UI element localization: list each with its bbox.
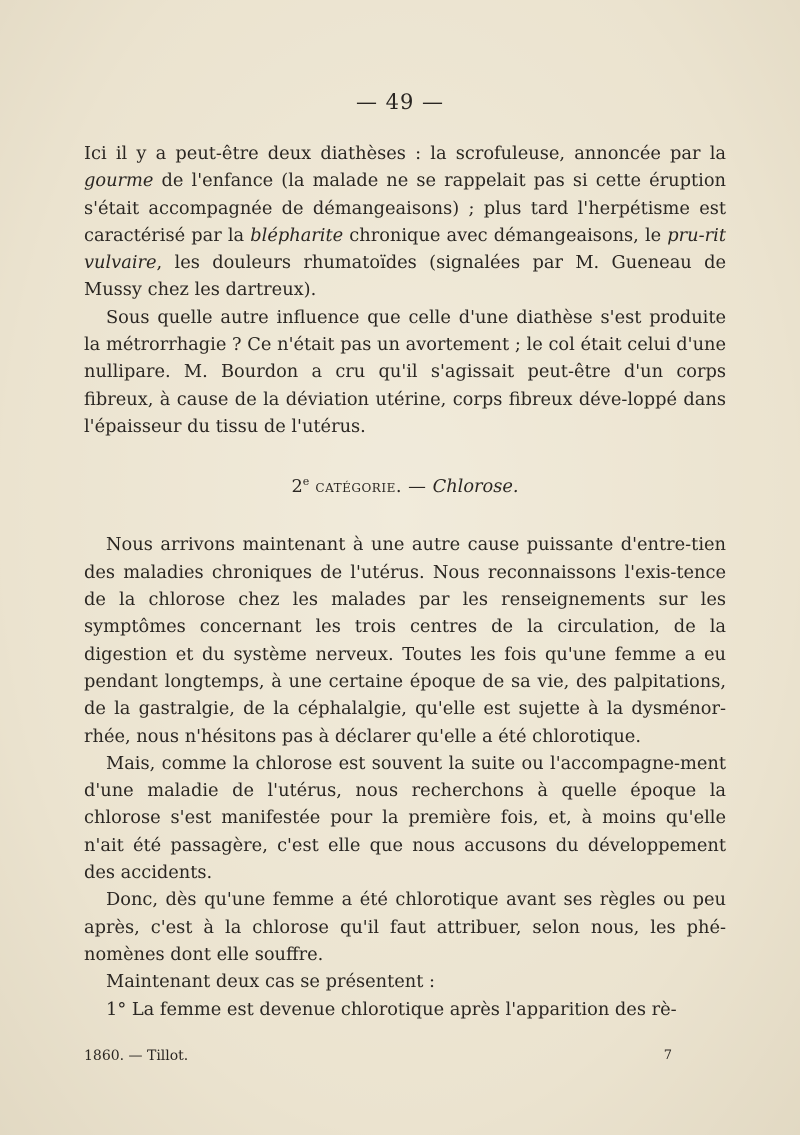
section-heading [84, 468, 726, 500]
gathering-number: 7 [663, 1048, 672, 1063]
text-run: chronique avec démangeaisons, le [343, 224, 668, 246]
paragraph-chlorose-intro: Nous arrivons maintenant à une autre cause puissante d'entre-tien des maladies chroniques de l'utérus. Nous reconnaissons l'exis-tence de la chlorose chez les malades par les renseignements sur les symptômes concernant les trois centres de la circulation, de la digestion et du système nerveux. Toutes les fois qu'une femme a eu pendant longtemps, à une certaine époque de sa vie, des palpitations, de la gastralgie, de la céphalalgie, qu'elle est sujette à la dysménor-rhée, nous n'hésitons pas à déclarer qu'elle a été chlorotique. [84, 534, 726, 747]
text-run: Ici il y a peut-être deux diathèses : la scrofuleuse, annoncée par la [84, 143, 726, 164]
text-run: de l'enfance (la malade ne se rappelait pas si cette éruption s'était accompagnée de démangeaisons) ; plus tard l'herpétisme est caractérisé par la [84, 170, 726, 246]
page-footer [84, 1048, 672, 1064]
italic-term-gourme: gourme [84, 170, 154, 192]
italic-term-prurit: pru-rit vulvaire [84, 224, 726, 274]
paragraph-cas-1: 1° La femme est devenue chlorotique après l'apparition des rè- [106, 998, 677, 1020]
paragraph-deux-cas: Maintenant deux cas se présentent : [106, 971, 436, 993]
italic-term-blepharite: blépharite [250, 224, 344, 246]
paragraph-chlorose-epoque: Mais, comme la chlorose est souvent la suite ou l'accompagne-ment d'une maladie de l'utérus, nous recherchons à quelle époque la chlorose s'est manifestée pour la première fois, et, à moins qu'elle n'ait été passagère, c'est elle que nous accusons du développement des accidents. [84, 752, 726, 884]
page-number: — 49 — [355, 90, 445, 114]
paragraph-metrorrhagie: Sous quelle autre influence que celle d'une diathèse s'est produite la métrorrhagie ? Ce n'était pas un avortement ; le col était celui d'une nullipare. M. Bourdon a cru qu'il s'agissait peut-être d'un corps fibreux, à cause de la déviation utérine, corps fibreux déve-loppé dans l'épaisseur du tissu de l'utérus. [84, 306, 726, 437]
paragraph-chlorose-regles: Donc, dès qu'une femme a été chlorotique avant ses règles ou peu après, c'est à la chlorose qu'il faut attribuer, selon nous, les phé-nomènes dont elle souffre. [84, 889, 726, 965]
heading-title: Chlorose. [432, 476, 519, 498]
signature-mark: 1860. — Tillot. [84, 1048, 189, 1064]
body-text [84, 140, 726, 1023]
heading-number: 2 [291, 476, 303, 498]
text-run: , les douleurs rhumatoïdes (signalées par M. Gueneau de Mussy chez les dartreux). [84, 252, 726, 301]
paragraph-diatheses [84, 140, 726, 304]
heading-category: catégorie. — [309, 476, 433, 498]
heading-superscript: e [302, 475, 310, 489]
